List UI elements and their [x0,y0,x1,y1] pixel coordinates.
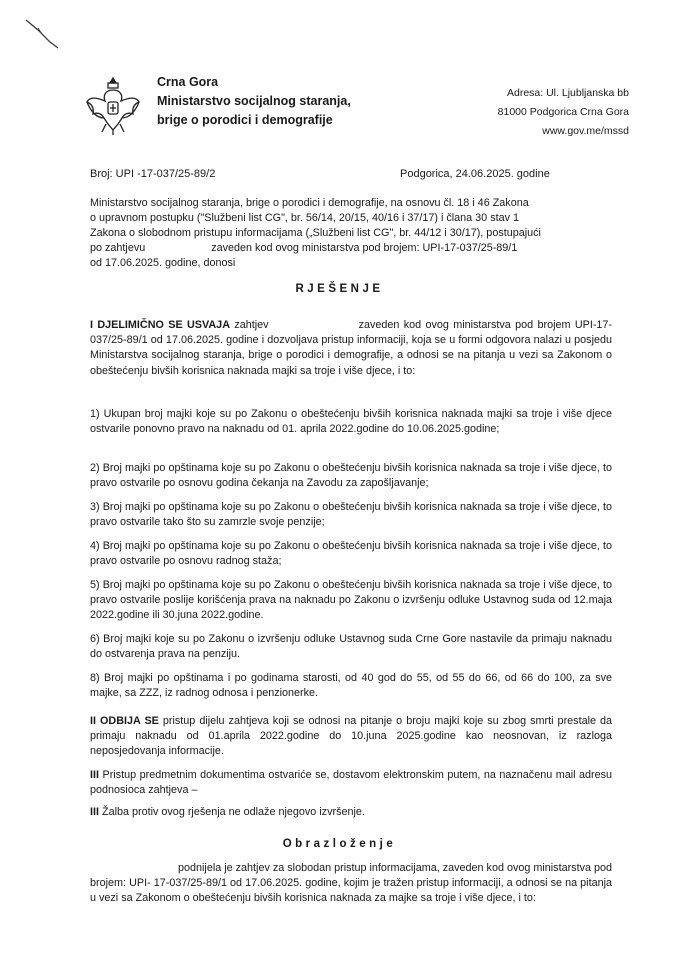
reasoning-paragraph: podnijela je zahtjev za slobodan pristup informacijama, zaveden kod ovog ministarstva pod brojem: UPI- 17-037/25-89/1 od 17.06.2025. godine, kojim je tražen pristup informaciji, a odnosi se na pitanja u vezi sa Zakonom o obeštećenju bivših korisnica naknada za majke sa troje i više djece, i to: [90,862,612,905]
item-1: 1) Ukupan broj majki koje su po Zakonu o obeštećenju bivših korisnica naknada majki sa troje i više djece ostvarile ponovno pravo na naknadu od 01. aprila 2022.godine do 10.06.2025.godine; [90,408,612,436]
reference-number: Broj: UPI -17-037/25-89/2 [90,168,216,180]
appeal-paragraph: III Žalba protiv ovog rješenja ne odlaže njegovo izvršenje. [90,806,365,818]
header-ministry-line2: brige o porodici i demografije [157,113,333,127]
pen-stroke-mark [24,18,64,52]
rejection-paragraph: II ODBIJA SE pristup dijelu zahtjeva koji se odnosi na pitanje o broju majki koje su zbog smrti prestale da primaju naknadu od 01.aprila 2022.godine do 10.juna 2025.godine kao neosnovan, iz razloga neposjedovanja informacije. [90,715,613,758]
intro-line: Zakona o slobodnom pristupu informacijama („Službeni list CG", br. 44/12 i 30/17), postupajući [90,227,541,239]
decision-section [90,318,612,379]
item-5: 5) Broj majki po opštinama koje su po Zakonu o obeštećenju bivših korisnica naknada sa troje i više djece, to pravo ostvarile poslije korišćenja prava na naknadu po Zakonu o izvršenju odluke Ustavnog suda od 12.maja 2022.godine ili 30.juna 2022.godine. [90,579,612,622]
document-date: Podgorica, 24.06.2025. godine [400,168,550,180]
reasoning-title: Obrazloženje [282,838,397,850]
intro-paragraph [90,196,612,271]
ministry-header [157,73,351,130]
item-3: 3) Broj majki po opštinama koje su po Zakonu o obeštećenju bivših korisnica naknada sa troje i više djece, to pravo ostvarile tako što su zamrzle svoje penzije; [90,501,612,529]
decision-title: RJEŠENJE [295,283,384,295]
address-city: 81000 Podgorica Crna Gora [497,106,629,118]
address-street: Adresa: Ul. Ljubljanska bb [507,87,629,99]
decision-lead: I DJELIMIČNO SE USVAJA [90,319,230,331]
item-4: 4) Broj majki po opštinama koje su po Zakonu o obeštećenju bivših korisnica naknada sa troje i više djece, to pravo ostvarile po osnovu radnog staža; [90,540,612,568]
intro-line: od 17.06.2025. godine, donosi [90,257,236,269]
header-ministry-line1: Ministarstvo socijalnog staranja, [157,94,351,108]
intro-line: Ministarstvo socijalnog staranja, brige o porodici i demografije, na osnovu čl. 18 i 46 Zakona [90,197,529,209]
intro-request-label: po zahtjevu [90,242,146,254]
item-8: 8) Broj majki po opštinama i po godinama starosti, od 40 god do 55, od 55 do 66, od 66 do 100, za sve majke, sa ZZZ, iz radnog odnosa i penzionerke. [90,672,612,700]
decision-paragraph: I DJELIMIČNO SE USVAJA zahtjev zaveden kod ovog ministarstva pod brojem UPI-17-037/25-89/1 od 17.06.2025. godine i dozvoljava pristup informaciji, koja se u formi odgovora nalazi u posjedu Ministarstva socijalnog staranja, brige o porodici i demografije, a odnosi se na pitanja u vezi sa Zakonom o obeštećenju bivših korisnica naknada majki sa troje i više djece, i to: [90,319,613,377]
address-block [498,84,629,141]
coat-of-arms-icon [84,74,142,136]
access-lead: III [90,769,99,781]
access-paragraph: III Pristup predmetnim dokumentima ostvariće se, dostavom elektronskim putem, na naznačenu mail adresu podnosioca zahtjeva – [90,769,613,797]
item-2: 2) Broj majki po opštinama koje su po Zakonu o obeštećenju bivših korisnica naknada sa troje i više djece, to pravo ostvarile po osnovu godina čekanja na Zavodu za zapošljavanje; [90,462,612,490]
intro-line: o upravnom postupku ("Službeni list CG", br. 56/14, 20/15, 40/16 i 37/17) i člana 30 stav 1 [90,212,519,224]
intro-line [90,241,612,256]
intro-request-ref: zaveden kod ovog ministarstva pod brojem: UPI-17-037/25-89/1 [211,242,518,254]
rejection-lead: II ODBIJA SE [90,715,159,727]
header-country: Crna Gora [157,75,219,89]
item-6: 6) Broj majki koje su po Zakonu o izvršenju odluke Ustavnog suda Crne Gore nastavile da primaju naknadu do ostvarenja prava na penziju. [90,633,612,661]
address-website: www.gov.me/mssd [542,125,629,137]
appeal-lead: III [90,806,99,818]
